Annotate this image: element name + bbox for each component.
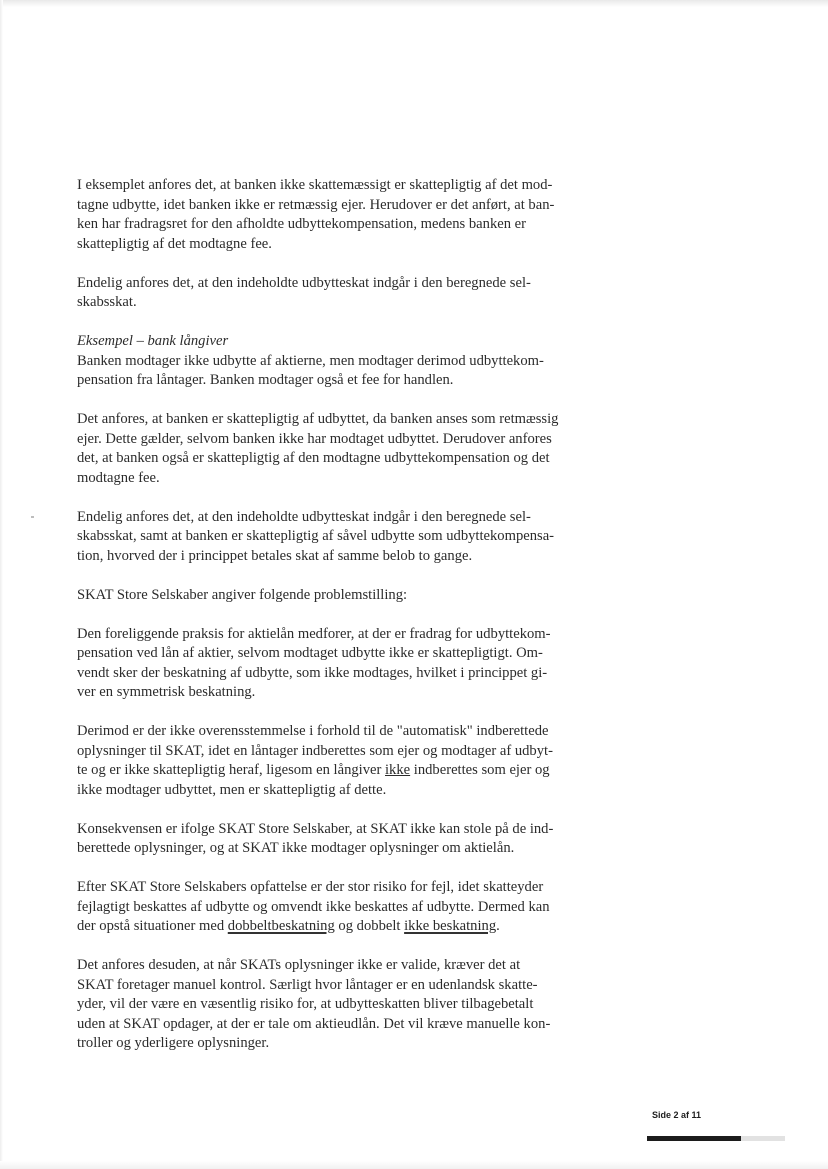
underlined-ikke: ikke [385,762,411,778]
paragraph-4: Det anfores, at banken er skattepligtig af udbyttet, da banken anses som retmæssig ejer. Dette gælder, selvom banken ikke har modtaget udbyttet. Derudover anfores det, at banken også er skattepligtig af den modtagne udbyttekompensation og det modtagne fee. [77,411,559,486]
example-heading: Eksempel – bank långiver [77,333,229,349]
paragraph-7: Den foreliggende praksis for aktielån medforer, at der er fradrag for udbyttekom- pensation ved lån af aktier, selvom modtaget udbytte ikke er skattepligtigt. Om- vendt sker der beskatning af udbytte, som ikke modtages, hvilket i princippet gi- ver en symmetrisk beskatning. [77,625,551,700]
paragraph-10: Efter SKAT Store Selskabers opfattelse er der stor risiko for fejl, idet skatteyder fejlagtigt beskattes af udbytte og omvendt ikke beskattes af udbytte. Dermed kan der opstå situationer med dobbeltbeskatning og dobbelt ikke beskatning. [77,879,550,934]
underlined-ikke-beskatning: ikke beskatning [404,918,497,934]
paragraph-9: Konsekvensen er ifolge SKAT Store Selskaber, at SKAT ikke kan stole på de ind- berettede oplysninger, og at SKAT ikke modtager oplysninger om aktielån. [77,820,554,856]
paragraph-6: SKAT Store Selskaber angiver folgende problemstilling: [77,586,408,603]
page-progress-fill [647,1136,741,1141]
document-body [77,176,612,1073]
scan-artifact [31,516,34,518]
paragraph-5: Endelig anfores det, at den indeholdte udbytteskat indgår i den beregnede sel- skabsskat, samt at banken er skattepligtig af såvel udbytte som udbyttekompensa- tion, hvorved der i princippet betales skat af samme belob to gange. [77,508,555,564]
page-progress-bar [647,1136,785,1141]
scan-bottom-edge [0,1161,828,1169]
scan-top-edge [0,0,828,7]
page-number: Side 2 af 11 [652,1110,702,1120]
paragraph-1: I eksemplet anfores det, at banken ikke skattemæssigt er skattepligtig af det mod- tagne udbytte, idet banken ikke er retmæssig ejer. Herudover er det anført, at ban- ken har fradragsret for den afholdte udbyttekompensation, medens banken er skattepligtig af det modtagne fee. [77,177,555,252]
paragraph-2: Endelig anfores det, at den indeholdte udbytteskat indgår i den beregnede sel- skabsskat. [77,274,531,310]
paragraph-3: Eksempel – bank långiver Banken modtager ikke udbytte af aktierne, men modtager derimod udbyttekom- pensation fra låntager. Banken modtager også et fee for handlen. [77,332,612,391]
paragraph-8: Derimod er der ikke overensstemmelse i forhold til de "automatisk" indberettede oplysninger til SKAT, idet en låntager indberettes som ejer og modtager af udbyt- te og er ikke skattepligtig heraf, ligesom en långiver ikke indberettes som ejer og ikke modtager udbyttet, men er skattepligtig af dette. [77,723,553,798]
paragraph-11: Det anfores desuden, at når SKATs oplysninger ikke er valide, kræver det at SKAT foretager manuel kontrol. Særligt hvor låntager er en udenlandsk skatte- yder, vil der være en væsentlig risiko for, at udbytteskatten bliver tilbagebetalt uden at SKAT opdager, at der er tale om aktieudlån. Det vil kræve manuelle kon- troller og yderligere oplysninger. [77,957,551,1051]
underlined-dobbeltbeskatning: dobbeltbeskatning [227,918,335,934]
scan-left-edge [0,0,3,1169]
